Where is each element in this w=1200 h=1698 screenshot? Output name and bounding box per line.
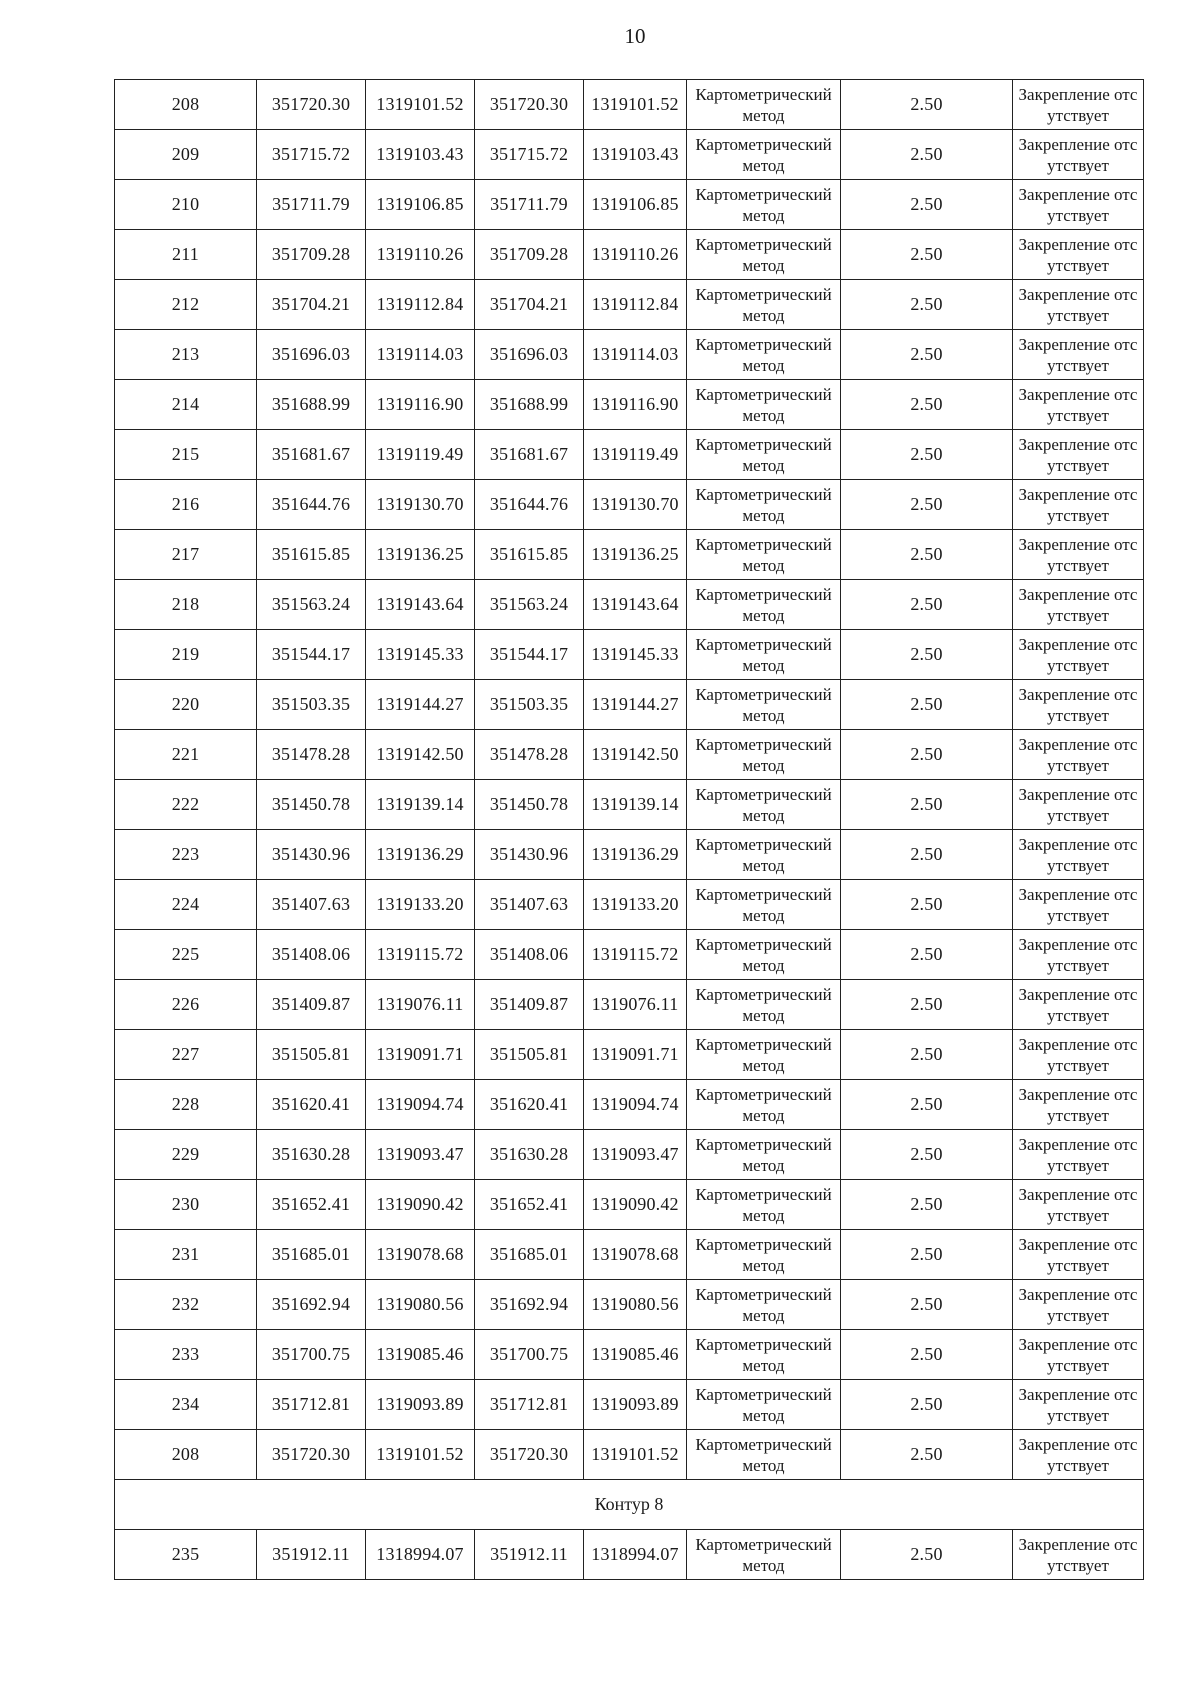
point-cell: 221	[115, 730, 257, 780]
y-existing-cell: 1319145.33	[366, 630, 475, 680]
x-existing-cell: 351544.17	[257, 630, 366, 680]
x-existing-cell: 351563.24	[257, 580, 366, 630]
fixing-cell: Закрепление отсутствует	[1013, 580, 1144, 630]
y-existing-cell: 1318994.07	[366, 1530, 475, 1580]
accuracy-cell: 2.50	[841, 430, 1013, 480]
point-cell: 214	[115, 380, 257, 430]
point-cell: 215	[115, 430, 257, 480]
table-row	[115, 230, 1144, 280]
y-new-cell: 1319145.33	[584, 630, 687, 680]
y-new-cell: 1319143.64	[584, 580, 687, 630]
x-new-cell: 351685.01	[475, 1230, 584, 1280]
page-header	[0, 24, 1200, 49]
x-new-cell: 351408.06	[475, 930, 584, 980]
point-cell: 212	[115, 280, 257, 330]
y-new-cell: 1319091.71	[584, 1030, 687, 1080]
table-row	[115, 1180, 1144, 1230]
x-new-cell: 351704.21	[475, 280, 584, 330]
table-row	[115, 1430, 1144, 1480]
fixing-cell: Закрепление отсутствует	[1013, 1430, 1144, 1480]
accuracy-cell: 2.50	[841, 1180, 1013, 1230]
y-existing-cell: 1319133.20	[366, 880, 475, 930]
y-new-cell: 1319142.50	[584, 730, 687, 780]
x-new-cell: 351912.11	[475, 1530, 584, 1580]
x-existing-cell: 351620.41	[257, 1080, 366, 1130]
table-row	[115, 1230, 1144, 1280]
section-label: Контур 8	[115, 1480, 1144, 1530]
method-cell: Картометрический метод	[687, 830, 841, 880]
x-new-cell: 351644.76	[475, 480, 584, 530]
accuracy-cell: 2.50	[841, 1430, 1013, 1480]
table-row	[115, 1330, 1144, 1380]
x-existing-cell: 351478.28	[257, 730, 366, 780]
y-existing-cell: 1319130.70	[366, 480, 475, 530]
accuracy-cell: 2.50	[841, 380, 1013, 430]
fixing-cell: Закрепление отсутствует	[1013, 630, 1144, 680]
fixing-cell: Закрепление отсутствует	[1013, 1030, 1144, 1080]
x-existing-cell: 351505.81	[257, 1030, 366, 1080]
x-existing-cell: 351450.78	[257, 780, 366, 830]
x-new-cell: 351681.67	[475, 430, 584, 480]
x-new-cell: 351503.35	[475, 680, 584, 730]
y-existing-cell: 1319090.42	[366, 1180, 475, 1230]
point-cell: 228	[115, 1080, 257, 1130]
method-cell: Картометрический метод	[687, 780, 841, 830]
fixing-cell: Закрепление отсутствует	[1013, 180, 1144, 230]
y-existing-cell: 1319076.11	[366, 980, 475, 1030]
accuracy-cell: 2.50	[841, 830, 1013, 880]
fixing-cell: Закрепление отсутствует	[1013, 1180, 1144, 1230]
point-cell: 213	[115, 330, 257, 380]
fixing-cell: Закрепление отсутствует	[1013, 680, 1144, 730]
x-existing-cell: 351615.85	[257, 530, 366, 580]
method-cell: Картометрический метод	[687, 530, 841, 580]
fixing-cell: Закрепление отсутствует	[1013, 480, 1144, 530]
table-row	[115, 1130, 1144, 1180]
x-new-cell: 351700.75	[475, 1330, 584, 1380]
table-row	[115, 480, 1144, 530]
table-row	[115, 330, 1144, 380]
table-row	[115, 80, 1144, 130]
x-new-cell: 351409.87	[475, 980, 584, 1030]
fixing-cell: Закрепление отсутствует	[1013, 230, 1144, 280]
accuracy-cell: 2.50	[841, 280, 1013, 330]
fixing-cell: Закрепление отсутствует	[1013, 380, 1144, 430]
accuracy-cell: 2.50	[841, 1380, 1013, 1430]
x-new-cell: 351692.94	[475, 1280, 584, 1330]
y-new-cell: 1319133.20	[584, 880, 687, 930]
y-new-cell: 1318994.07	[584, 1530, 687, 1580]
point-cell: 209	[115, 130, 257, 180]
x-existing-cell: 351681.67	[257, 430, 366, 480]
y-new-cell: 1319130.70	[584, 480, 687, 530]
y-existing-cell: 1319093.89	[366, 1380, 475, 1430]
table-row	[115, 180, 1144, 230]
x-existing-cell: 351644.76	[257, 480, 366, 530]
y-existing-cell: 1319142.50	[366, 730, 475, 780]
x-new-cell: 351450.78	[475, 780, 584, 830]
accuracy-cell: 2.50	[841, 630, 1013, 680]
table-row	[115, 980, 1144, 1030]
page-number: 10	[624, 24, 646, 48]
x-existing-cell: 351408.06	[257, 930, 366, 980]
method-cell: Картометрический метод	[687, 930, 841, 980]
y-existing-cell: 1319115.72	[366, 930, 475, 980]
y-new-cell: 1319101.52	[584, 80, 687, 130]
y-new-cell: 1319110.26	[584, 230, 687, 280]
fixing-cell: Закрепление отсутствует	[1013, 980, 1144, 1030]
accuracy-cell: 2.50	[841, 730, 1013, 780]
y-new-cell: 1319090.42	[584, 1180, 687, 1230]
x-new-cell: 351478.28	[475, 730, 584, 780]
method-cell: Картометрический метод	[687, 80, 841, 130]
fixing-cell: Закрепление отсутствует	[1013, 80, 1144, 130]
y-new-cell: 1319114.03	[584, 330, 687, 380]
y-new-cell: 1319094.74	[584, 1080, 687, 1130]
fixing-cell: Закрепление отсутствует	[1013, 930, 1144, 980]
point-cell: 217	[115, 530, 257, 580]
x-existing-cell: 351700.75	[257, 1330, 366, 1380]
x-existing-cell: 351696.03	[257, 330, 366, 380]
point-cell: 218	[115, 580, 257, 630]
point-cell: 234	[115, 1380, 257, 1430]
x-new-cell: 351620.41	[475, 1080, 584, 1130]
table-row	[115, 1280, 1144, 1330]
accuracy-cell: 2.50	[841, 780, 1013, 830]
accuracy-cell: 2.50	[841, 1530, 1013, 1580]
fixing-cell: Закрепление отсутствует	[1013, 1230, 1144, 1280]
y-new-cell: 1319106.85	[584, 180, 687, 230]
table-row	[115, 1530, 1144, 1580]
fixing-cell: Закрепление отсутствует	[1013, 730, 1144, 780]
coordinates-table	[114, 79, 1144, 1580]
table-row	[115, 1380, 1144, 1430]
method-cell: Картометрический метод	[687, 1130, 841, 1180]
x-existing-cell: 351704.21	[257, 280, 366, 330]
x-existing-cell: 351630.28	[257, 1130, 366, 1180]
fixing-cell: Закрепление отсутствует	[1013, 1330, 1144, 1380]
x-existing-cell: 351503.35	[257, 680, 366, 730]
x-new-cell: 351544.17	[475, 630, 584, 680]
point-cell: 226	[115, 980, 257, 1030]
y-new-cell: 1319144.27	[584, 680, 687, 730]
accuracy-cell: 2.50	[841, 130, 1013, 180]
x-new-cell: 351711.79	[475, 180, 584, 230]
point-cell: 229	[115, 1130, 257, 1180]
point-cell: 232	[115, 1280, 257, 1330]
point-cell: 208	[115, 80, 257, 130]
fixing-cell: Закрепление отсутствует	[1013, 1530, 1144, 1580]
y-existing-cell: 1319091.71	[366, 1030, 475, 1080]
x-new-cell: 351630.28	[475, 1130, 584, 1180]
point-cell: 235	[115, 1530, 257, 1580]
y-new-cell: 1319115.72	[584, 930, 687, 980]
x-new-cell: 351709.28	[475, 230, 584, 280]
x-new-cell: 351407.63	[475, 880, 584, 930]
table-row	[115, 130, 1144, 180]
x-new-cell: 351615.85	[475, 530, 584, 580]
y-new-cell: 1319093.47	[584, 1130, 687, 1180]
method-cell: Картометрический метод	[687, 1330, 841, 1380]
method-cell: Картометрический метод	[687, 130, 841, 180]
x-new-cell: 351715.72	[475, 130, 584, 180]
table-row	[115, 530, 1144, 580]
x-existing-cell: 351711.79	[257, 180, 366, 230]
y-new-cell: 1319101.52	[584, 1430, 687, 1480]
fixing-cell: Закрепление отсутствует	[1013, 1380, 1144, 1430]
point-cell: 220	[115, 680, 257, 730]
method-cell: Картометрический метод	[687, 1280, 841, 1330]
fixing-cell: Закрепление отсутствует	[1013, 880, 1144, 930]
accuracy-cell: 2.50	[841, 930, 1013, 980]
accuracy-cell: 2.50	[841, 1030, 1013, 1080]
accuracy-cell: 2.50	[841, 1080, 1013, 1130]
y-new-cell: 1319078.68	[584, 1230, 687, 1280]
table-row	[115, 1030, 1144, 1080]
x-existing-cell: 351652.41	[257, 1180, 366, 1230]
point-cell: 210	[115, 180, 257, 230]
x-new-cell: 351720.30	[475, 1430, 584, 1480]
x-new-cell: 351720.30	[475, 80, 584, 130]
accuracy-cell: 2.50	[841, 330, 1013, 380]
table-row	[115, 280, 1144, 330]
table-row	[115, 430, 1144, 480]
y-existing-cell: 1319136.25	[366, 530, 475, 580]
y-existing-cell: 1319093.47	[366, 1130, 475, 1180]
method-cell: Картометрический метод	[687, 330, 841, 380]
method-cell: Картометрический метод	[687, 880, 841, 930]
accuracy-cell: 2.50	[841, 580, 1013, 630]
method-cell: Картометрический метод	[687, 1380, 841, 1430]
accuracy-cell: 2.50	[841, 1280, 1013, 1330]
accuracy-cell: 2.50	[841, 480, 1013, 530]
x-new-cell: 351696.03	[475, 330, 584, 380]
x-existing-cell: 351712.81	[257, 1380, 366, 1430]
method-cell: Картометрический метод	[687, 1230, 841, 1280]
x-existing-cell: 351715.72	[257, 130, 366, 180]
y-new-cell: 1319093.89	[584, 1380, 687, 1430]
x-existing-cell: 351685.01	[257, 1230, 366, 1280]
accuracy-cell: 2.50	[841, 180, 1013, 230]
y-existing-cell: 1319101.52	[366, 80, 475, 130]
method-cell: Картометрический метод	[687, 980, 841, 1030]
fixing-cell: Закрепление отсутствует	[1013, 780, 1144, 830]
y-existing-cell: 1319136.29	[366, 830, 475, 880]
method-cell: Картометрический метод	[687, 230, 841, 280]
accuracy-cell: 2.50	[841, 530, 1013, 580]
y-existing-cell: 1319101.52	[366, 1430, 475, 1480]
x-existing-cell: 351407.63	[257, 880, 366, 930]
x-new-cell: 351688.99	[475, 380, 584, 430]
x-new-cell: 351712.81	[475, 1380, 584, 1430]
section-row	[115, 1480, 1144, 1530]
point-cell: 233	[115, 1330, 257, 1380]
x-new-cell: 351505.81	[475, 1030, 584, 1080]
table-row	[115, 680, 1144, 730]
x-existing-cell: 351692.94	[257, 1280, 366, 1330]
accuracy-cell: 2.50	[841, 1330, 1013, 1380]
fixing-cell: Закрепление отсутствует	[1013, 530, 1144, 580]
x-existing-cell: 351720.30	[257, 80, 366, 130]
x-existing-cell: 351430.96	[257, 830, 366, 880]
point-cell: 225	[115, 930, 257, 980]
y-existing-cell: 1319106.85	[366, 180, 475, 230]
y-existing-cell: 1319103.43	[366, 130, 475, 180]
x-existing-cell: 351409.87	[257, 980, 366, 1030]
y-existing-cell: 1319112.84	[366, 280, 475, 330]
accuracy-cell: 2.50	[841, 230, 1013, 280]
x-new-cell: 351563.24	[475, 580, 584, 630]
y-new-cell: 1319112.84	[584, 280, 687, 330]
method-cell: Картометрический метод	[687, 630, 841, 680]
x-existing-cell: 351912.11	[257, 1530, 366, 1580]
accuracy-cell: 2.50	[841, 980, 1013, 1030]
y-new-cell: 1319136.29	[584, 830, 687, 880]
y-existing-cell: 1319080.56	[366, 1280, 475, 1330]
fixing-cell: Закрепление отсутствует	[1013, 430, 1144, 480]
table-row	[115, 580, 1144, 630]
y-existing-cell: 1319085.46	[366, 1330, 475, 1380]
point-cell: 216	[115, 480, 257, 530]
method-cell: Картометрический метод	[687, 1030, 841, 1080]
point-cell: 231	[115, 1230, 257, 1280]
fixing-cell: Закрепление отсутствует	[1013, 280, 1144, 330]
accuracy-cell: 2.50	[841, 680, 1013, 730]
y-existing-cell: 1319144.27	[366, 680, 475, 730]
method-cell: Картометрический метод	[687, 1430, 841, 1480]
y-existing-cell: 1319119.49	[366, 430, 475, 480]
y-existing-cell: 1319078.68	[366, 1230, 475, 1280]
y-new-cell: 1319103.43	[584, 130, 687, 180]
table-body	[115, 80, 1144, 1580]
table-row	[115, 380, 1144, 430]
point-cell: 227	[115, 1030, 257, 1080]
x-existing-cell: 351720.30	[257, 1430, 366, 1480]
fixing-cell: Закрепление отсутствует	[1013, 1080, 1144, 1130]
table-row	[115, 730, 1144, 780]
point-cell: 223	[115, 830, 257, 880]
table-row	[115, 880, 1144, 930]
x-new-cell: 351652.41	[475, 1180, 584, 1230]
method-cell: Картометрический метод	[687, 430, 841, 480]
method-cell: Картометрический метод	[687, 1530, 841, 1580]
fixing-cell: Закрепление отсутствует	[1013, 1130, 1144, 1180]
x-existing-cell: 351709.28	[257, 230, 366, 280]
fixing-cell: Закрепление отсутствует	[1013, 830, 1144, 880]
table-row	[115, 630, 1144, 680]
method-cell: Картометрический метод	[687, 180, 841, 230]
point-cell: 219	[115, 630, 257, 680]
y-new-cell: 1319085.46	[584, 1330, 687, 1380]
accuracy-cell: 2.50	[841, 1230, 1013, 1280]
y-existing-cell: 1319114.03	[366, 330, 475, 380]
point-cell: 222	[115, 780, 257, 830]
y-existing-cell: 1319116.90	[366, 380, 475, 430]
y-existing-cell: 1319143.64	[366, 580, 475, 630]
accuracy-cell: 2.50	[841, 880, 1013, 930]
method-cell: Картометрический метод	[687, 680, 841, 730]
method-cell: Картометрический метод	[687, 280, 841, 330]
y-existing-cell: 1319110.26	[366, 230, 475, 280]
y-new-cell: 1319116.90	[584, 380, 687, 430]
y-new-cell: 1319136.25	[584, 530, 687, 580]
y-new-cell: 1319080.56	[584, 1280, 687, 1330]
method-cell: Картометрический метод	[687, 380, 841, 430]
table-row	[115, 1080, 1144, 1130]
point-cell: 208	[115, 1430, 257, 1480]
table-row	[115, 830, 1144, 880]
accuracy-cell: 2.50	[841, 80, 1013, 130]
method-cell: Картометрический метод	[687, 480, 841, 530]
y-existing-cell: 1319094.74	[366, 1080, 475, 1130]
accuracy-cell: 2.50	[841, 1130, 1013, 1180]
fixing-cell: Закрепление отсутствует	[1013, 130, 1144, 180]
y-new-cell: 1319119.49	[584, 430, 687, 480]
method-cell: Картометрический метод	[687, 730, 841, 780]
x-existing-cell: 351688.99	[257, 380, 366, 430]
y-existing-cell: 1319139.14	[366, 780, 475, 830]
table-row	[115, 930, 1144, 980]
point-cell: 211	[115, 230, 257, 280]
y-new-cell: 1319076.11	[584, 980, 687, 1030]
point-cell: 230	[115, 1180, 257, 1230]
fixing-cell: Закрепление отсутствует	[1013, 1280, 1144, 1330]
fixing-cell: Закрепление отсутствует	[1013, 330, 1144, 380]
table-row	[115, 780, 1144, 830]
method-cell: Картометрический метод	[687, 1180, 841, 1230]
y-new-cell: 1319139.14	[584, 780, 687, 830]
point-cell: 224	[115, 880, 257, 930]
method-cell: Картометрический метод	[687, 580, 841, 630]
method-cell: Картометрический метод	[687, 1080, 841, 1130]
x-new-cell: 351430.96	[475, 830, 584, 880]
